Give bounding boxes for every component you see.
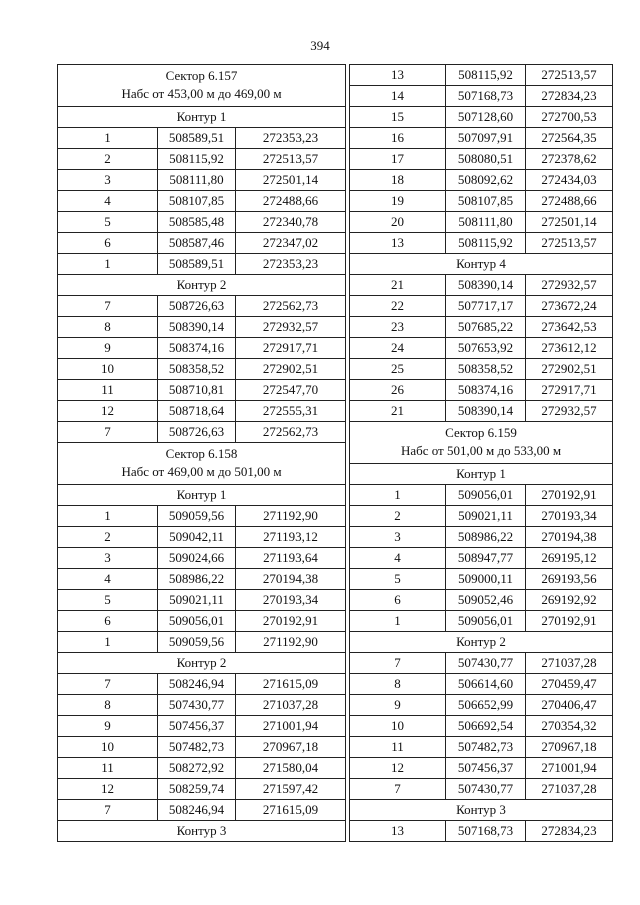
y-coordinate: 270406,47 xyxy=(526,695,613,716)
x-coordinate: 508272,92 xyxy=(158,758,236,779)
contour-label: Контур 1 xyxy=(58,107,346,128)
point-number: 3 xyxy=(350,527,446,548)
coordinate-row xyxy=(58,359,346,380)
coordinate-row xyxy=(350,569,613,590)
coordinate-row xyxy=(350,128,613,149)
coordinate-row xyxy=(58,632,346,653)
point-number: 1 xyxy=(350,611,446,632)
y-coordinate: 271037,28 xyxy=(236,695,346,716)
point-number: 4 xyxy=(58,191,158,212)
contour-header-row xyxy=(58,275,346,296)
x-coordinate: 506614,60 xyxy=(446,674,526,695)
x-coordinate: 508718,64 xyxy=(158,401,236,422)
coordinate-row xyxy=(58,674,346,695)
point-number: 2 xyxy=(58,149,158,170)
coordinate-row xyxy=(58,506,346,527)
sector-elevation-range: Набс от 453,00 м до 469,00 м xyxy=(121,86,282,101)
y-coordinate: 271037,28 xyxy=(526,653,613,674)
contour-header-row xyxy=(58,107,346,128)
sector-elevation-range: Набс от 469,00 м до 501,00 м xyxy=(121,464,282,479)
y-coordinate: 271037,28 xyxy=(526,779,613,800)
y-coordinate: 270194,38 xyxy=(236,569,346,590)
coordinate-row xyxy=(58,191,346,212)
coordinate-row xyxy=(58,401,346,422)
coordinate-row xyxy=(350,548,613,569)
x-coordinate: 508390,14 xyxy=(446,401,526,422)
x-coordinate: 507456,37 xyxy=(446,758,526,779)
point-number: 10 xyxy=(350,716,446,737)
coordinate-row xyxy=(350,611,613,632)
sector-header xyxy=(350,422,613,464)
sector-title: Сектор 6.159 xyxy=(445,425,517,440)
left-coordinates-column xyxy=(57,64,345,842)
y-coordinate: 271001,94 xyxy=(236,716,346,737)
x-coordinate: 508710,81 xyxy=(158,380,236,401)
y-coordinate: 272378,62 xyxy=(526,149,613,170)
y-coordinate: 272501,14 xyxy=(236,170,346,191)
contour-header-row xyxy=(350,632,613,653)
right-coordinates-column xyxy=(349,64,612,842)
x-coordinate: 508726,63 xyxy=(158,422,236,443)
point-number: 12 xyxy=(350,758,446,779)
y-coordinate: 272902,51 xyxy=(526,359,613,380)
coordinate-row xyxy=(58,338,346,359)
x-coordinate: 509056,01 xyxy=(446,611,526,632)
contour-label: Контур 2 xyxy=(350,632,613,653)
y-coordinate: 271615,09 xyxy=(236,674,346,695)
coordinate-row xyxy=(350,380,613,401)
contour-header-row xyxy=(58,485,346,506)
y-coordinate: 272834,23 xyxy=(526,821,613,842)
point-number: 11 xyxy=(58,758,158,779)
point-number: 9 xyxy=(58,338,158,359)
coordinate-row xyxy=(58,233,346,254)
point-number: 21 xyxy=(350,401,446,422)
x-coordinate: 508080,51 xyxy=(446,149,526,170)
point-number: 5 xyxy=(350,569,446,590)
contour-header-row xyxy=(58,821,346,842)
x-coordinate: 509059,56 xyxy=(158,506,236,527)
point-number: 8 xyxy=(350,674,446,695)
coordinate-row xyxy=(350,527,613,548)
contour-header-row xyxy=(350,464,613,485)
x-coordinate: 509056,01 xyxy=(158,611,236,632)
coordinate-row xyxy=(58,317,346,338)
coordinate-row xyxy=(350,590,613,611)
coordinate-row xyxy=(58,695,346,716)
point-number: 22 xyxy=(350,296,446,317)
coordinate-row xyxy=(350,86,613,107)
point-number: 13 xyxy=(350,821,446,842)
y-coordinate: 271580,04 xyxy=(236,758,346,779)
right-coordinates-table xyxy=(349,64,613,842)
x-coordinate: 508115,92 xyxy=(158,149,236,170)
x-coordinate: 509042,11 xyxy=(158,527,236,548)
point-number: 1 xyxy=(58,128,158,149)
y-coordinate: 272902,51 xyxy=(236,359,346,380)
y-coordinate: 270459,47 xyxy=(526,674,613,695)
x-coordinate: 507097,91 xyxy=(446,128,526,149)
y-coordinate: 269192,92 xyxy=(526,590,613,611)
point-number: 1 xyxy=(350,485,446,506)
point-number: 26 xyxy=(350,380,446,401)
y-coordinate: 272340,78 xyxy=(236,212,346,233)
sector-header xyxy=(58,65,346,107)
x-coordinate: 508358,52 xyxy=(446,359,526,380)
coordinate-row xyxy=(350,212,613,233)
point-number: 9 xyxy=(350,695,446,716)
x-coordinate: 508947,77 xyxy=(446,548,526,569)
y-coordinate: 272917,71 xyxy=(236,338,346,359)
coordinate-row xyxy=(58,254,346,275)
coordinate-row xyxy=(350,695,613,716)
y-coordinate: 272347,02 xyxy=(236,233,346,254)
x-coordinate: 508107,85 xyxy=(446,191,526,212)
point-number: 15 xyxy=(350,107,446,128)
coordinate-row xyxy=(350,338,613,359)
x-coordinate: 508585,48 xyxy=(158,212,236,233)
point-number: 23 xyxy=(350,317,446,338)
point-number: 7 xyxy=(58,296,158,317)
y-coordinate: 271001,94 xyxy=(526,758,613,779)
point-number: 17 xyxy=(350,149,446,170)
point-number: 13 xyxy=(350,65,446,86)
x-coordinate: 507685,22 xyxy=(446,317,526,338)
y-coordinate: 271192,90 xyxy=(236,506,346,527)
y-coordinate: 272488,66 xyxy=(236,191,346,212)
y-coordinate: 272488,66 xyxy=(526,191,613,212)
x-coordinate: 509056,01 xyxy=(446,485,526,506)
x-coordinate: 509021,11 xyxy=(446,506,526,527)
point-number: 25 xyxy=(350,359,446,380)
y-coordinate: 271193,12 xyxy=(236,527,346,548)
x-coordinate: 508587,46 xyxy=(158,233,236,254)
x-coordinate: 509000,11 xyxy=(446,569,526,590)
coordinate-row xyxy=(58,128,346,149)
y-coordinate: 271615,09 xyxy=(236,800,346,821)
x-coordinate: 509024,66 xyxy=(158,548,236,569)
point-number: 4 xyxy=(58,569,158,590)
y-coordinate: 271193,64 xyxy=(236,548,346,569)
point-number: 16 xyxy=(350,128,446,149)
point-number: 1 xyxy=(58,506,158,527)
x-coordinate: 508726,63 xyxy=(158,296,236,317)
point-number: 1 xyxy=(58,254,158,275)
y-coordinate: 272501,14 xyxy=(526,212,613,233)
point-number: 3 xyxy=(58,548,158,569)
sector-title: Сектор 6.157 xyxy=(165,68,238,83)
x-coordinate: 508246,94 xyxy=(158,674,236,695)
x-coordinate: 508092,62 xyxy=(446,170,526,191)
x-coordinate: 508390,14 xyxy=(158,317,236,338)
coordinate-row xyxy=(58,212,346,233)
point-number: 2 xyxy=(350,506,446,527)
coordinate-row xyxy=(350,674,613,695)
coordinate-row xyxy=(350,296,613,317)
x-coordinate: 508246,94 xyxy=(158,800,236,821)
coordinate-row xyxy=(58,716,346,737)
coordinate-row xyxy=(58,800,346,821)
y-coordinate: 271597,42 xyxy=(236,779,346,800)
sector-header-row xyxy=(350,422,613,464)
y-coordinate: 270194,38 xyxy=(526,527,613,548)
y-coordinate: 270354,32 xyxy=(526,716,613,737)
point-number: 11 xyxy=(350,737,446,758)
coordinate-row xyxy=(58,737,346,758)
point-number: 1 xyxy=(58,632,158,653)
point-number: 7 xyxy=(350,653,446,674)
coordinate-row xyxy=(350,149,613,170)
y-coordinate: 272513,57 xyxy=(526,233,613,254)
x-coordinate: 507482,73 xyxy=(446,737,526,758)
y-coordinate: 272834,23 xyxy=(526,86,613,107)
x-coordinate: 508589,51 xyxy=(158,128,236,149)
page-number: 394 xyxy=(310,38,330,53)
point-number: 11 xyxy=(58,380,158,401)
left-coordinates-table xyxy=(57,64,346,842)
y-coordinate: 272434,03 xyxy=(526,170,613,191)
y-coordinate: 272564,35 xyxy=(526,128,613,149)
point-number: 4 xyxy=(350,548,446,569)
point-number: 9 xyxy=(58,716,158,737)
coordinate-row xyxy=(350,653,613,674)
coordinate-row xyxy=(58,611,346,632)
x-coordinate: 506692,54 xyxy=(446,716,526,737)
coordinate-row xyxy=(350,359,613,380)
x-coordinate: 508986,22 xyxy=(446,527,526,548)
y-coordinate: 270193,34 xyxy=(526,506,613,527)
point-number: 10 xyxy=(58,359,158,380)
coordinate-row xyxy=(58,422,346,443)
y-coordinate: 270967,18 xyxy=(236,737,346,758)
x-coordinate: 507482,73 xyxy=(158,737,236,758)
x-coordinate: 507430,77 xyxy=(446,779,526,800)
y-coordinate: 272513,57 xyxy=(236,149,346,170)
y-coordinate: 270967,18 xyxy=(526,737,613,758)
point-number: 12 xyxy=(58,779,158,800)
y-coordinate: 273642,53 xyxy=(526,317,613,338)
y-coordinate: 272353,23 xyxy=(236,254,346,275)
coordinate-row xyxy=(350,170,613,191)
y-coordinate: 269195,12 xyxy=(526,548,613,569)
x-coordinate: 509021,11 xyxy=(158,590,236,611)
contour-label: Контур 1 xyxy=(58,485,346,506)
y-coordinate: 270192,91 xyxy=(526,611,613,632)
sector-elevation-range: Набс от 501,00 м до 533,00 м xyxy=(400,443,562,458)
point-number: 8 xyxy=(58,317,158,338)
point-number: 3 xyxy=(58,170,158,191)
x-coordinate: 509052,46 xyxy=(446,590,526,611)
coordinate-row xyxy=(58,170,346,191)
y-coordinate: 272562,73 xyxy=(236,296,346,317)
x-coordinate: 507653,92 xyxy=(446,338,526,359)
x-coordinate: 507168,73 xyxy=(446,821,526,842)
y-coordinate: 270193,34 xyxy=(236,590,346,611)
coordinate-row xyxy=(58,296,346,317)
y-coordinate: 272917,71 xyxy=(526,380,613,401)
point-number: 14 xyxy=(350,86,446,107)
sector-title: Сектор 6.158 xyxy=(165,446,238,461)
coordinate-row xyxy=(350,275,613,296)
coordinate-row xyxy=(350,317,613,338)
coordinate-row xyxy=(350,107,613,128)
coordinate-row xyxy=(350,485,613,506)
point-number: 7 xyxy=(58,674,158,695)
point-number: 13 xyxy=(350,233,446,254)
coordinate-row xyxy=(58,527,346,548)
coordinate-row xyxy=(58,548,346,569)
contour-label: Контур 2 xyxy=(58,275,346,296)
point-number: 21 xyxy=(350,275,446,296)
contour-label: Контур 1 xyxy=(350,464,613,485)
y-coordinate: 273672,24 xyxy=(526,296,613,317)
point-number: 19 xyxy=(350,191,446,212)
coordinate-row xyxy=(58,779,346,800)
coordinate-row xyxy=(350,779,613,800)
x-coordinate: 507717,17 xyxy=(446,296,526,317)
point-number: 7 xyxy=(350,779,446,800)
x-coordinate: 508374,16 xyxy=(158,338,236,359)
point-number: 18 xyxy=(350,170,446,191)
coordinate-row xyxy=(350,401,613,422)
y-coordinate: 272932,57 xyxy=(236,317,346,338)
point-number: 6 xyxy=(58,233,158,254)
contour-label: Контур 3 xyxy=(58,821,346,842)
x-coordinate: 508111,80 xyxy=(158,170,236,191)
point-number: 20 xyxy=(350,212,446,233)
coordinate-row xyxy=(350,716,613,737)
sector-header-row xyxy=(58,443,346,485)
contour-header-row xyxy=(58,653,346,674)
point-number: 5 xyxy=(58,590,158,611)
point-number: 6 xyxy=(58,611,158,632)
x-coordinate: 508115,92 xyxy=(446,65,526,86)
coordinate-row xyxy=(350,737,613,758)
y-coordinate: 270192,91 xyxy=(236,611,346,632)
x-coordinate: 507456,37 xyxy=(158,716,236,737)
point-number: 7 xyxy=(58,800,158,821)
coordinate-row xyxy=(350,65,613,86)
sector-header-row xyxy=(58,65,346,107)
y-coordinate: 272562,73 xyxy=(236,422,346,443)
x-coordinate: 508390,14 xyxy=(446,275,526,296)
point-number: 7 xyxy=(58,422,158,443)
x-coordinate: 507430,77 xyxy=(446,653,526,674)
contour-label: Контур 4 xyxy=(350,254,613,275)
x-coordinate: 507430,77 xyxy=(158,695,236,716)
y-coordinate: 271192,90 xyxy=(236,632,346,653)
y-coordinate: 272555,31 xyxy=(236,401,346,422)
contour-header-row xyxy=(350,254,613,275)
contour-header-row xyxy=(350,800,613,821)
x-coordinate: 506652,99 xyxy=(446,695,526,716)
y-coordinate: 269193,56 xyxy=(526,569,613,590)
contour-label: Контур 2 xyxy=(58,653,346,674)
x-coordinate: 509059,56 xyxy=(158,632,236,653)
coordinate-row xyxy=(58,758,346,779)
y-coordinate: 272353,23 xyxy=(236,128,346,149)
coordinate-row xyxy=(350,506,613,527)
point-number: 12 xyxy=(58,401,158,422)
coordinate-row xyxy=(58,590,346,611)
sector-header xyxy=(58,443,346,485)
coordinate-row xyxy=(350,758,613,779)
y-coordinate: 272513,57 xyxy=(526,65,613,86)
y-coordinate: 272547,70 xyxy=(236,380,346,401)
x-coordinate: 508107,85 xyxy=(158,191,236,212)
y-coordinate: 270192,91 xyxy=(526,485,613,506)
point-number: 2 xyxy=(58,527,158,548)
point-number: 8 xyxy=(58,695,158,716)
x-coordinate: 508374,16 xyxy=(446,380,526,401)
point-number: 5 xyxy=(58,212,158,233)
coordinate-row xyxy=(58,569,346,590)
coordinate-row xyxy=(58,149,346,170)
contour-label: Контур 3 xyxy=(350,800,613,821)
x-coordinate: 508259,74 xyxy=(158,779,236,800)
point-number: 6 xyxy=(350,590,446,611)
x-coordinate: 508986,22 xyxy=(158,569,236,590)
point-number: 24 xyxy=(350,338,446,359)
y-coordinate: 272932,57 xyxy=(526,275,613,296)
y-coordinate: 272932,57 xyxy=(526,401,613,422)
x-coordinate: 507128,60 xyxy=(446,107,526,128)
point-number: 10 xyxy=(58,737,158,758)
x-coordinate: 508358,52 xyxy=(158,359,236,380)
coordinate-row xyxy=(350,821,613,842)
x-coordinate: 508111,80 xyxy=(446,212,526,233)
coordinate-row xyxy=(350,233,613,254)
y-coordinate: 273612,12 xyxy=(526,338,613,359)
x-coordinate: 507168,73 xyxy=(446,86,526,107)
coordinate-row xyxy=(350,191,613,212)
coordinate-row xyxy=(58,380,346,401)
x-coordinate: 508589,51 xyxy=(158,254,236,275)
y-coordinate: 272700,53 xyxy=(526,107,613,128)
x-coordinate: 508115,92 xyxy=(446,233,526,254)
